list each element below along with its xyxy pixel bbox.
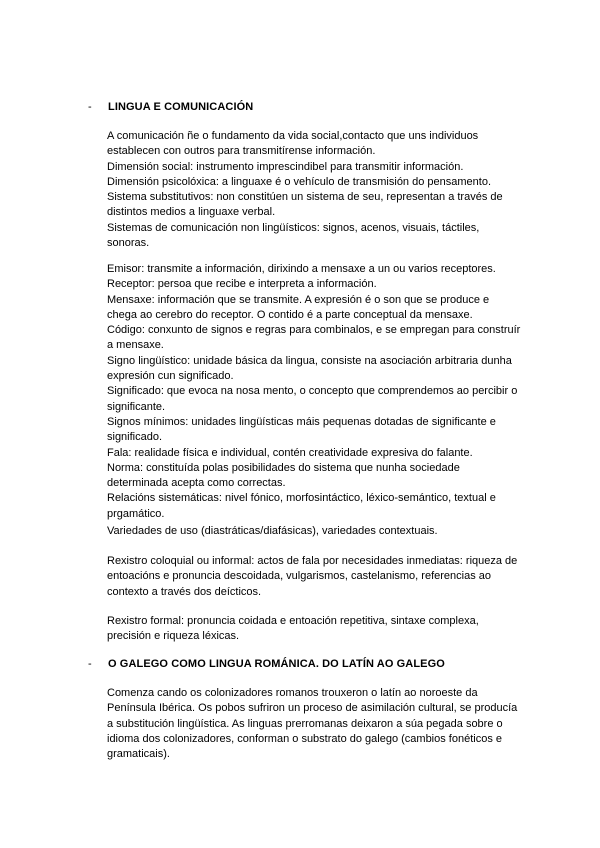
text-line: Sistemas de comunicación non lingüísticos: signos, acenos, visuais, táctiles, — [107, 221, 480, 234]
section-heading: LINGUA E COMUNICACIÓN — [108, 101, 254, 113]
text-line: Dimensión social: instrumento imprescindibel para transmitir información. — [107, 160, 464, 173]
text-line: chega ao cerebro do receptor. O contido é a parte conceptual da mensaxe. — [107, 308, 473, 321]
text-line: Comenza cando os colonizadores romanos trouxeron o latín ao noroeste da — [107, 687, 478, 699]
paragraph — [107, 686, 518, 762]
text-line: sonoras. — [107, 237, 150, 250]
text-line: gramaticais). — [107, 748, 170, 761]
paragraph — [107, 524, 507, 539]
text-line: Fala: realidade física e individual, contén creatividade expresiva do falante. — [107, 446, 473, 459]
paragraph — [107, 554, 518, 600]
text-line: entoacións e pronuncia descoidada, vulgarismos, castelanismo, referencias ao — [107, 570, 491, 583]
bullet-dash: - — [88, 101, 92, 113]
text-line: Dimensión psicolóxica: a linguaxe é o vehículo de transmisión do pensamento. — [107, 175, 491, 188]
text-line: Signo lingüístico: unidade básica da lingua, consiste na asociación arbitraria dunha — [107, 354, 512, 367]
text-line: Península Ibérica. Os pobos sufriron un proceso de asimilación cultural, se producía — [107, 702, 518, 715]
text-line: contexto a través dos deícticos. — [107, 585, 262, 598]
text-line: Signos mínimos: unidades lingüísticas máis pequenas dotadas de significante e — [107, 415, 496, 428]
text-line: Emisor: transmite a información, dirixindo a mensaxe a un ou varios receptores. — [107, 263, 496, 275]
text-line: expresión cun significado. — [107, 370, 234, 383]
text-line: prgamático. — [107, 507, 165, 520]
text-line: establecen con outros para transmitírense información. — [107, 145, 376, 158]
text-line: Rexistro coloquial ou informal: actos de fala por necesidades inmediatas: riqueza de — [107, 555, 518, 567]
text-line: Norma: constituída polas posibilidades do sistema que nunha sociedade — [107, 461, 460, 474]
text-line: Relacións sistemáticas: nivel fónico, morfosintáctico, léxico-semántico, textual e — [107, 492, 496, 505]
text-line: a substitución lingüística. As linguas prerromanas deixaron a súa pegada sobre o — [107, 717, 503, 730]
text-line: a mensaxe. — [107, 339, 164, 352]
text-line: Mensaxe: información que se transmite. A expresión é o son que se produce e — [107, 293, 490, 306]
text-line: idioma dos colonizadores, conforman o substrato do galego (cambios fonéticos e — [107, 732, 503, 745]
section-heading-row — [88, 100, 528, 116]
text-line: Variedades de uso (diastráticas/diafásicas), variedades contextuais. — [107, 525, 438, 537]
text-line: Receptor: persoa que recibe e interpreta a información. — [107, 278, 377, 291]
text-line: Rexistro formal: pronuncia coidada e entoación repetitiva, sintaxe complexa, — [107, 615, 479, 627]
text-line: Sistema substitutivos: non constitúen un sistema de seu, representan a través de — [107, 191, 503, 204]
text-line: A comunicación ñe o fundamento da vida social,contacto que uns individuos — [107, 130, 479, 142]
paragraph — [107, 129, 507, 251]
text-line: precisión e riqueza léxicas. — [107, 630, 240, 643]
paragraph — [107, 614, 507, 645]
text-line: Significado: que evoca na nosa mento, o concepto que comprendemos ao percibir o — [107, 385, 518, 398]
text-line: Código: conxunto de signos e regras para combinalos, e se empregan para construír — [107, 324, 521, 337]
text-line: significado. — [107, 431, 163, 444]
text-line: significante. — [107, 400, 166, 413]
section-heading: O GALEGO COMO LINGUA ROMÁNICA. DO LATÍN AO GALEGO — [108, 658, 445, 670]
bullet-dash: - — [88, 658, 92, 670]
text-line: distintos medios a linguaxe verbal. — [107, 206, 276, 219]
section-heading-row — [88, 657, 528, 673]
paragraph — [107, 262, 521, 522]
text-line: determinada acepta como correctas. — [107, 477, 286, 490]
